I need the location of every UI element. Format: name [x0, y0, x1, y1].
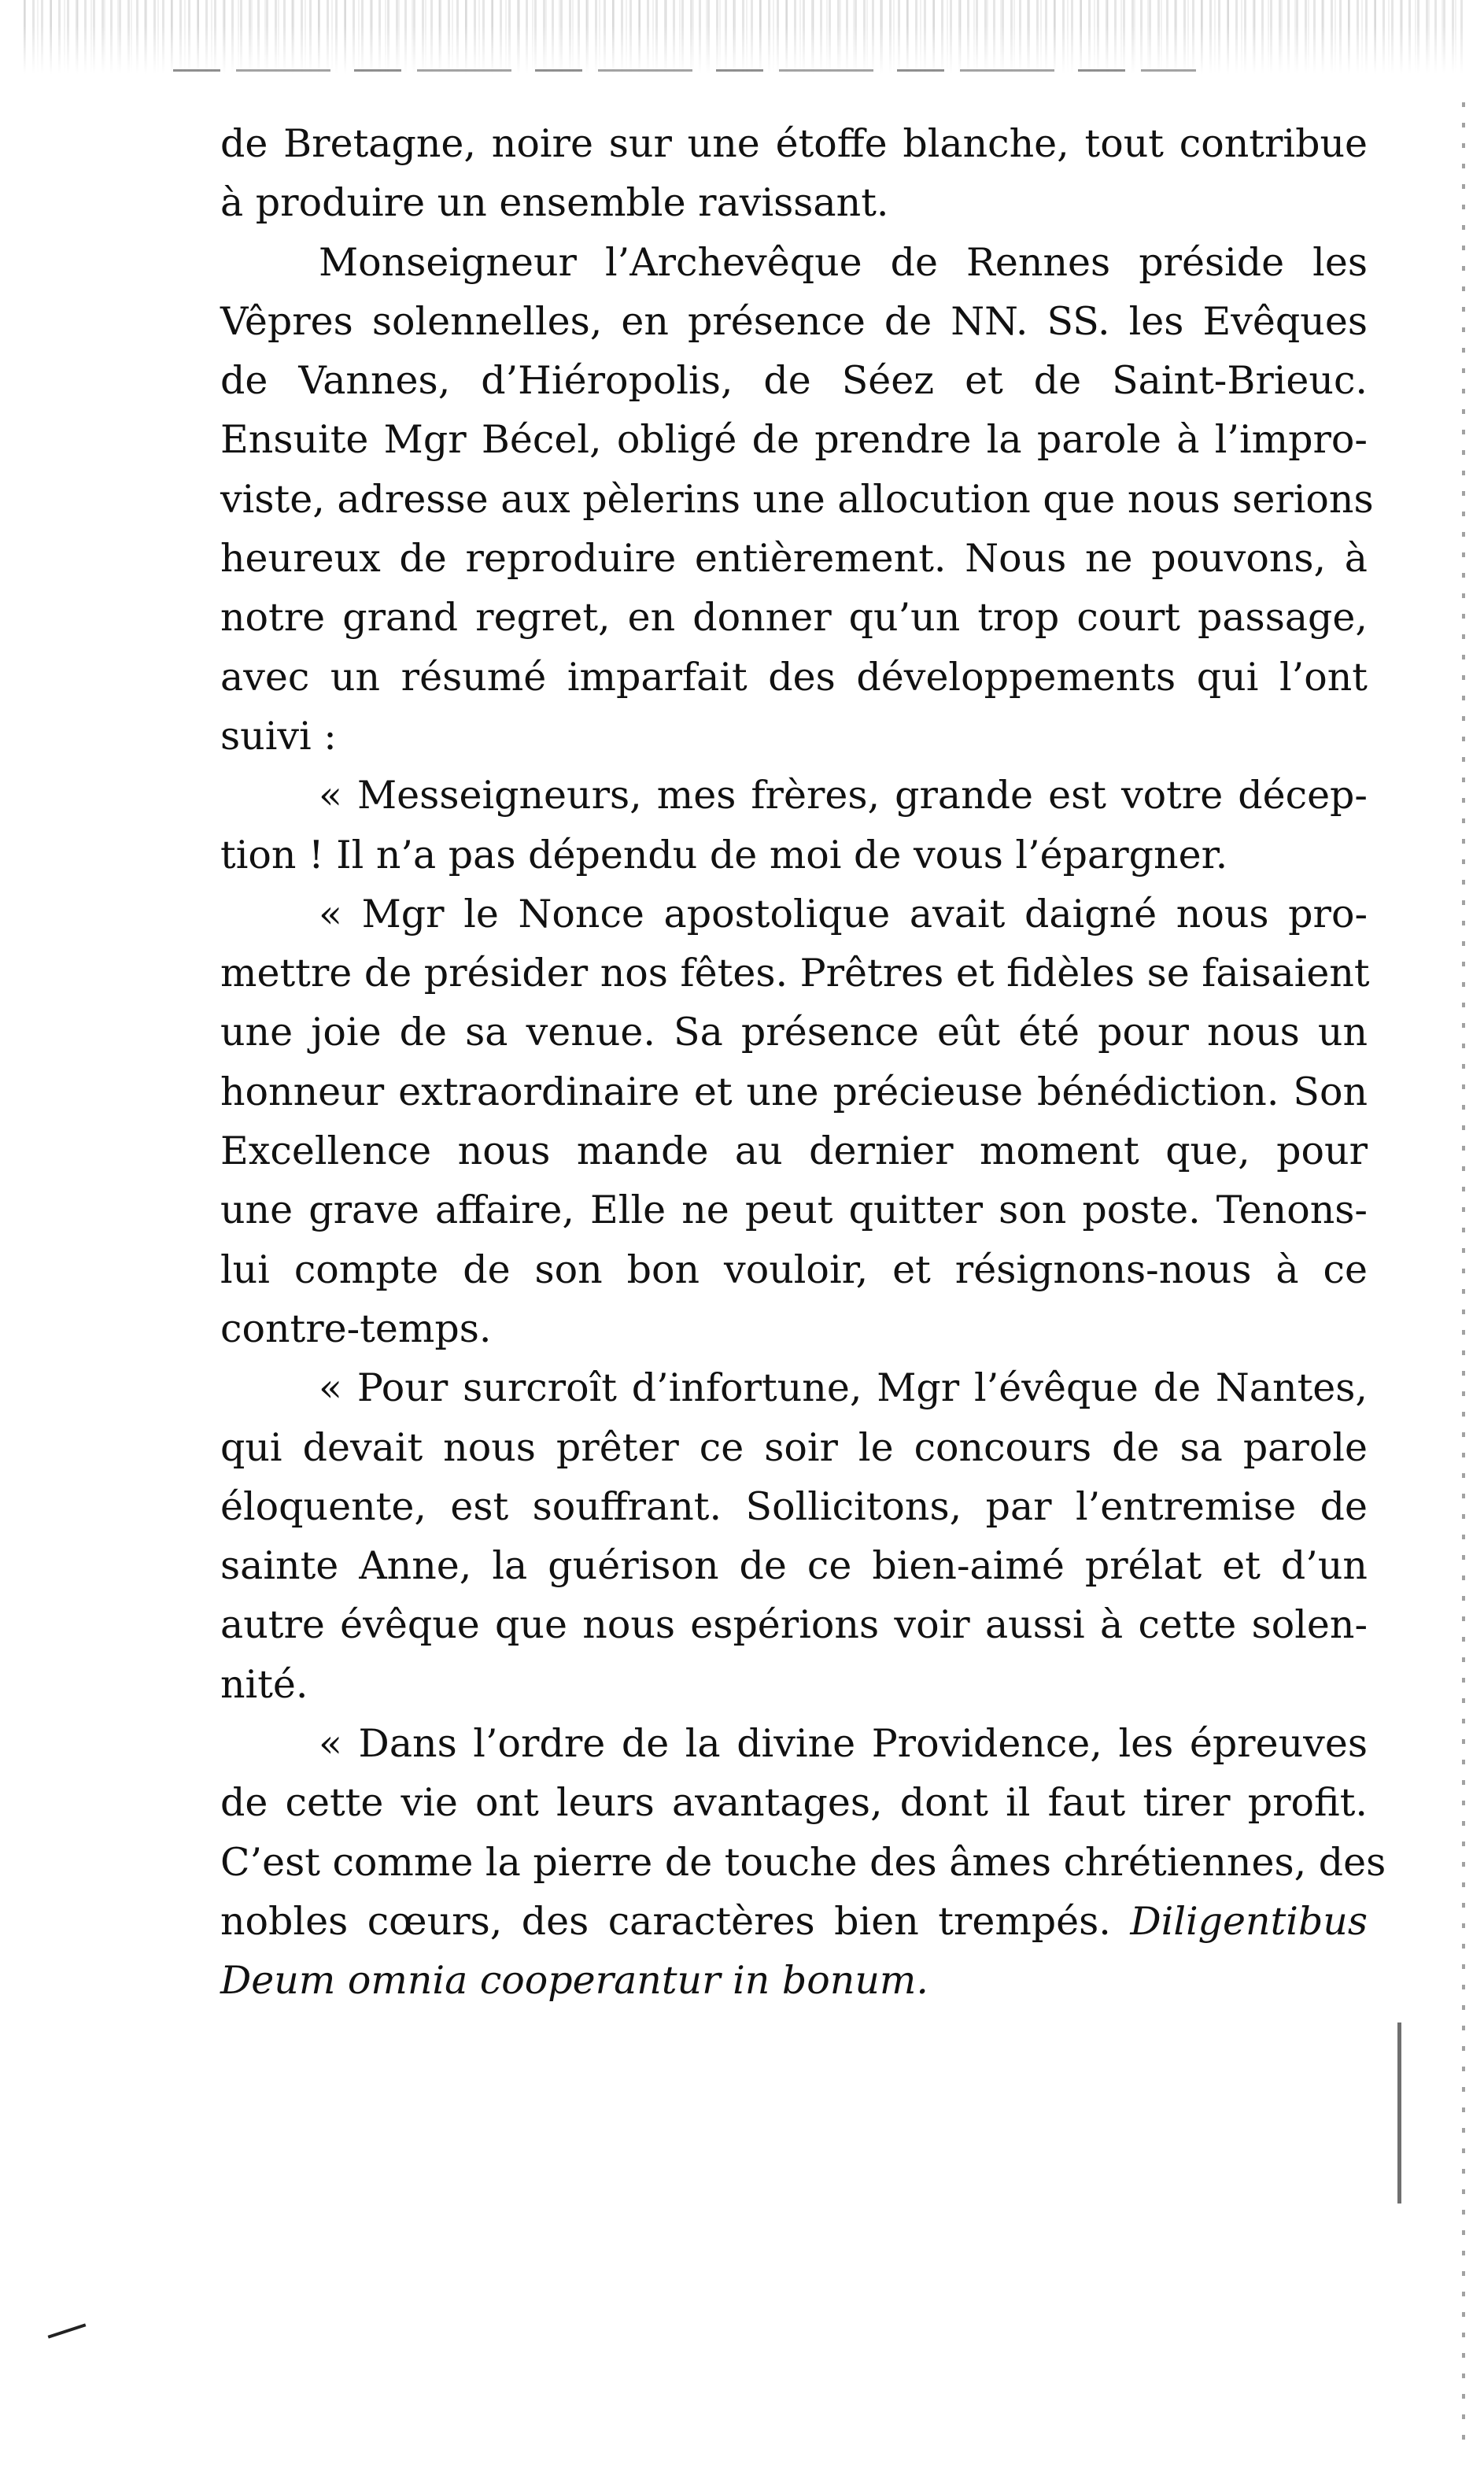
- text-line: viste, adresse aux pèlerins une allocution que nous serions: [220, 476, 1374, 522]
- scan-edge-right: [1462, 102, 1465, 2455]
- text-line: « Messeigneurs, mes frères, grande est votre décep-: [319, 773, 1368, 818]
- italic-text: Diligentibus: [1130, 1898, 1368, 1944]
- text-line: notre grand regret, en donner qu’un trop court passage,: [220, 595, 1368, 641]
- text-line: « Pour surcroît d’infortune, Mgr l’évêque de Nantes,: [319, 1365, 1368, 1411]
- text-line: contre-temps.: [220, 1306, 492, 1351]
- text-line: heureux de reproduire entièrement. Nous ne pouvons, à: [220, 536, 1368, 582]
- text-line: Ensuite Mgr Bécel, obligé de prendre la parole à l’impro-: [220, 417, 1368, 463]
- text-line: de cette vie ont leurs avantages, dont il faut tirer profit.: [220, 1780, 1368, 1826]
- text-line: [220, 1892, 1368, 1951]
- text-line: lui compte de son bon vouloir, et résignons-nous à ce: [220, 1247, 1368, 1292]
- text-line: une joie de sa venue. Sa présence eût été pour nous un: [220, 1010, 1368, 1055]
- body-text: [220, 114, 1386, 2011]
- top-rule: [173, 69, 1196, 72]
- text-line: une grave affaire, Elle ne peut quitter son poste. Tenons-: [220, 1188, 1368, 1233]
- text-line: mettre de présider nos fêtes. Prêtres et fidèles se faisaient: [220, 951, 1370, 996]
- line-text: nobles cœurs, des caractères bien trempés.: [220, 1898, 1111, 1944]
- text-line: Vêpres solennelles, en présence de NN. SS. les Evêques: [220, 298, 1368, 344]
- text-line: honneur extraordinaire et une précieuse bénédiction. Son: [220, 1069, 1368, 1114]
- text-line: suivi :: [220, 713, 337, 759]
- text-line: [220, 1951, 1368, 2010]
- text-line: C’est comme la pierre de touche des âmes chrétiennes, des: [220, 1839, 1386, 1885]
- text-line: à produire un ensemble ravissant.: [220, 180, 889, 226]
- text-line: Excellence nous mande au dernier moment que, pour: [220, 1129, 1368, 1174]
- text-line: tion ! Il n’a pas dépendu de moi de vous l’épargner.: [220, 832, 1228, 877]
- text-line: avec un résumé imparfait des développements qui l’ont: [220, 654, 1368, 700]
- text-line: « Mgr le Nonce apostolique avait daigné nous pro-: [319, 891, 1368, 936]
- text-line: autre évêque que nous espérions voir aussi à cette solen-: [220, 1602, 1368, 1648]
- stray-mark: [48, 2323, 87, 2338]
- text-line: de Bretagne, noire sur une étoffe blanche, tout contribue: [220, 121, 1368, 166]
- italic-text: Deum omnia cooperantur in bonum.: [220, 1958, 928, 2004]
- text-line: qui devait nous prêter ce soir le concours de sa parole: [220, 1424, 1368, 1470]
- scan-edge-mark: [1397, 2022, 1401, 2203]
- text-line: sainte Anne, la guérison de ce bien-aimé prélat et d’un: [220, 1543, 1368, 1589]
- scan-noise-top: [24, 0, 1464, 75]
- text-line: de Vannes, d’Hiéropolis, de Séez et de Saint-Brieuc.: [220, 358, 1368, 404]
- text-line: « Dans l’ordre de la divine Providence, les épreuves: [319, 1721, 1368, 1767]
- text-line: Monseigneur l’Archevêque de Rennes préside les: [319, 239, 1368, 285]
- text-line: éloquente, est souffrant. Sollicitons, par l’entremise de: [220, 1483, 1368, 1529]
- text-line: nité.: [220, 1661, 308, 1707]
